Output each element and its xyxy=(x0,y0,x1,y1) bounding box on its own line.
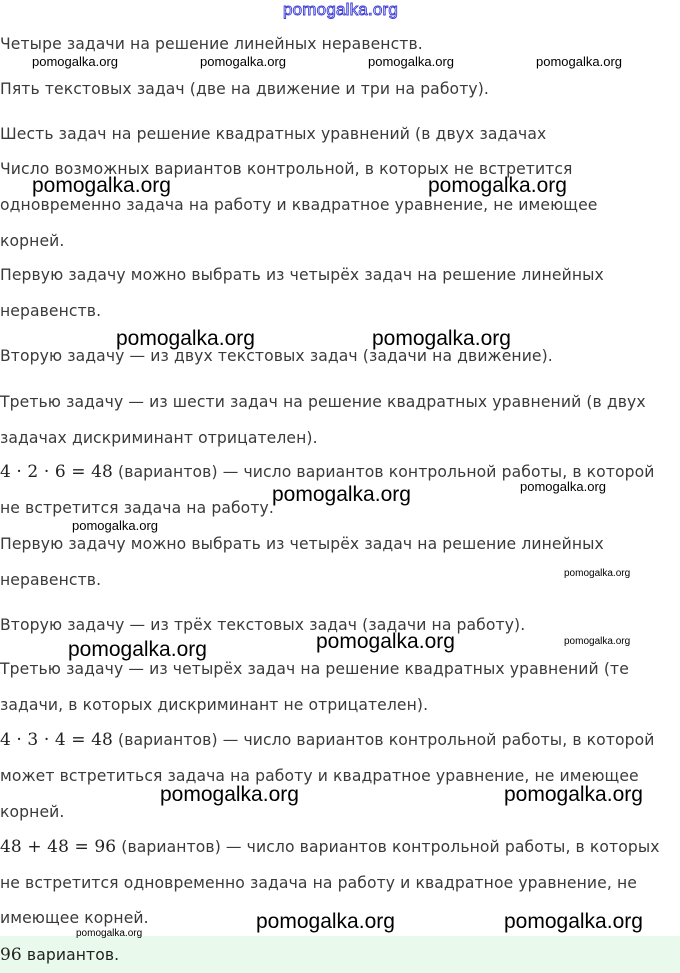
text-line: Вторую задачу — из трёх текстовых задач (задачи на работу). xyxy=(0,616,526,634)
text-line: Первую задачу можно выбрать из четырёх задач на решение линейных xyxy=(0,266,604,284)
formula-line xyxy=(0,837,660,857)
text-line: задачи, в которых дискриминант не отрицателен). xyxy=(0,696,429,714)
watermark: pomogalka.org xyxy=(504,910,643,933)
watermark: pomogalka.org xyxy=(256,910,395,933)
text-line: корней. xyxy=(0,232,65,250)
text-line: Первую задачу можно выбрать из четырёх задач на решение линейных xyxy=(0,535,604,553)
watermark: pomogalka.org xyxy=(520,479,606,494)
text-line: задачах дискриминант отрицателен). xyxy=(0,429,318,447)
watermark: pomogalka.org xyxy=(504,783,643,806)
text-line: может встретиться задача на работу и квадратное уравнение, не имеющее xyxy=(0,767,639,785)
answer-number: 96 xyxy=(0,945,22,965)
text-line: Четыре задачи на решение линейных неравенств. xyxy=(0,35,423,53)
watermark: pomogalka.org xyxy=(272,483,411,506)
text-line: имеющее корней. xyxy=(0,909,149,927)
text-fragment: (вариантов) — число вариантов контрольной работы, в которых xyxy=(121,838,660,856)
answer-text: вариантов. xyxy=(26,946,120,964)
answer-line xyxy=(0,945,119,965)
watermark: pomogalka.org xyxy=(160,783,299,806)
text-line: Третью задачу — из шести задач на решение квадратных уравнений (в двух xyxy=(0,393,646,411)
watermark: pomogalka.org xyxy=(368,54,454,69)
watermark: pomogalka.org xyxy=(564,568,631,579)
math-expression: 48 + 48 = 96 xyxy=(0,837,117,857)
math-expression: 4 · 3 · 4 = 48 xyxy=(0,730,113,750)
text-fragment: (вариантов) — число вариантов контрольной работы, в которой xyxy=(118,731,655,749)
watermark-top: pomogalka.org xyxy=(283,0,399,19)
text-line: корней. xyxy=(0,803,65,821)
formula-line xyxy=(0,730,655,750)
answer-box xyxy=(0,936,680,973)
watermark: pomogalka.org xyxy=(372,327,511,350)
text-line: неравенств. xyxy=(0,302,102,320)
watermark: pomogalka.org xyxy=(536,54,622,69)
watermark: pomogalka.org xyxy=(116,327,255,350)
text-line: неравенств. xyxy=(0,571,102,589)
text-line: Пять текстовых задач (две на движение и три на работу). xyxy=(0,80,489,98)
text-line: Число возможных вариантов контрольной, в которых не встретится xyxy=(0,160,573,178)
math-expression: 4 · 2 · 6 = 48 xyxy=(0,462,113,482)
text-line: Шесть задач на решение квадратных уравнений (в двух задачах xyxy=(0,125,547,143)
text-fragment: (вариантов) — число вариантов контрольной работы, в которой xyxy=(118,463,655,481)
text-line: одновременно задача на работу и квадратное уравнение, не имеющее xyxy=(0,196,598,214)
watermark: pomogalka.org xyxy=(428,174,567,197)
watermark: pomogalka.org xyxy=(72,518,158,533)
watermark: pomogalka.org xyxy=(68,638,207,661)
text-line: Вторую задачу — из двух текстовых задач (задачи на движение). xyxy=(0,347,553,365)
watermark: pomogalka.org xyxy=(200,54,286,69)
text-line: не встретится задача на работу. xyxy=(0,499,274,517)
text-line: Третью задачу — из четырёх задач на решение квадратных уравнений (те xyxy=(0,660,629,678)
watermark: pomogalka.org xyxy=(564,636,631,647)
watermark: pomogalka.org xyxy=(32,174,171,197)
text-line: не встретится одновременно задача на работу и квадратное уравнение, не xyxy=(0,874,637,892)
watermark: pomogalka.org xyxy=(316,630,455,653)
watermark: pomogalka.org xyxy=(76,928,143,939)
watermark: pomogalka.org xyxy=(32,54,118,69)
